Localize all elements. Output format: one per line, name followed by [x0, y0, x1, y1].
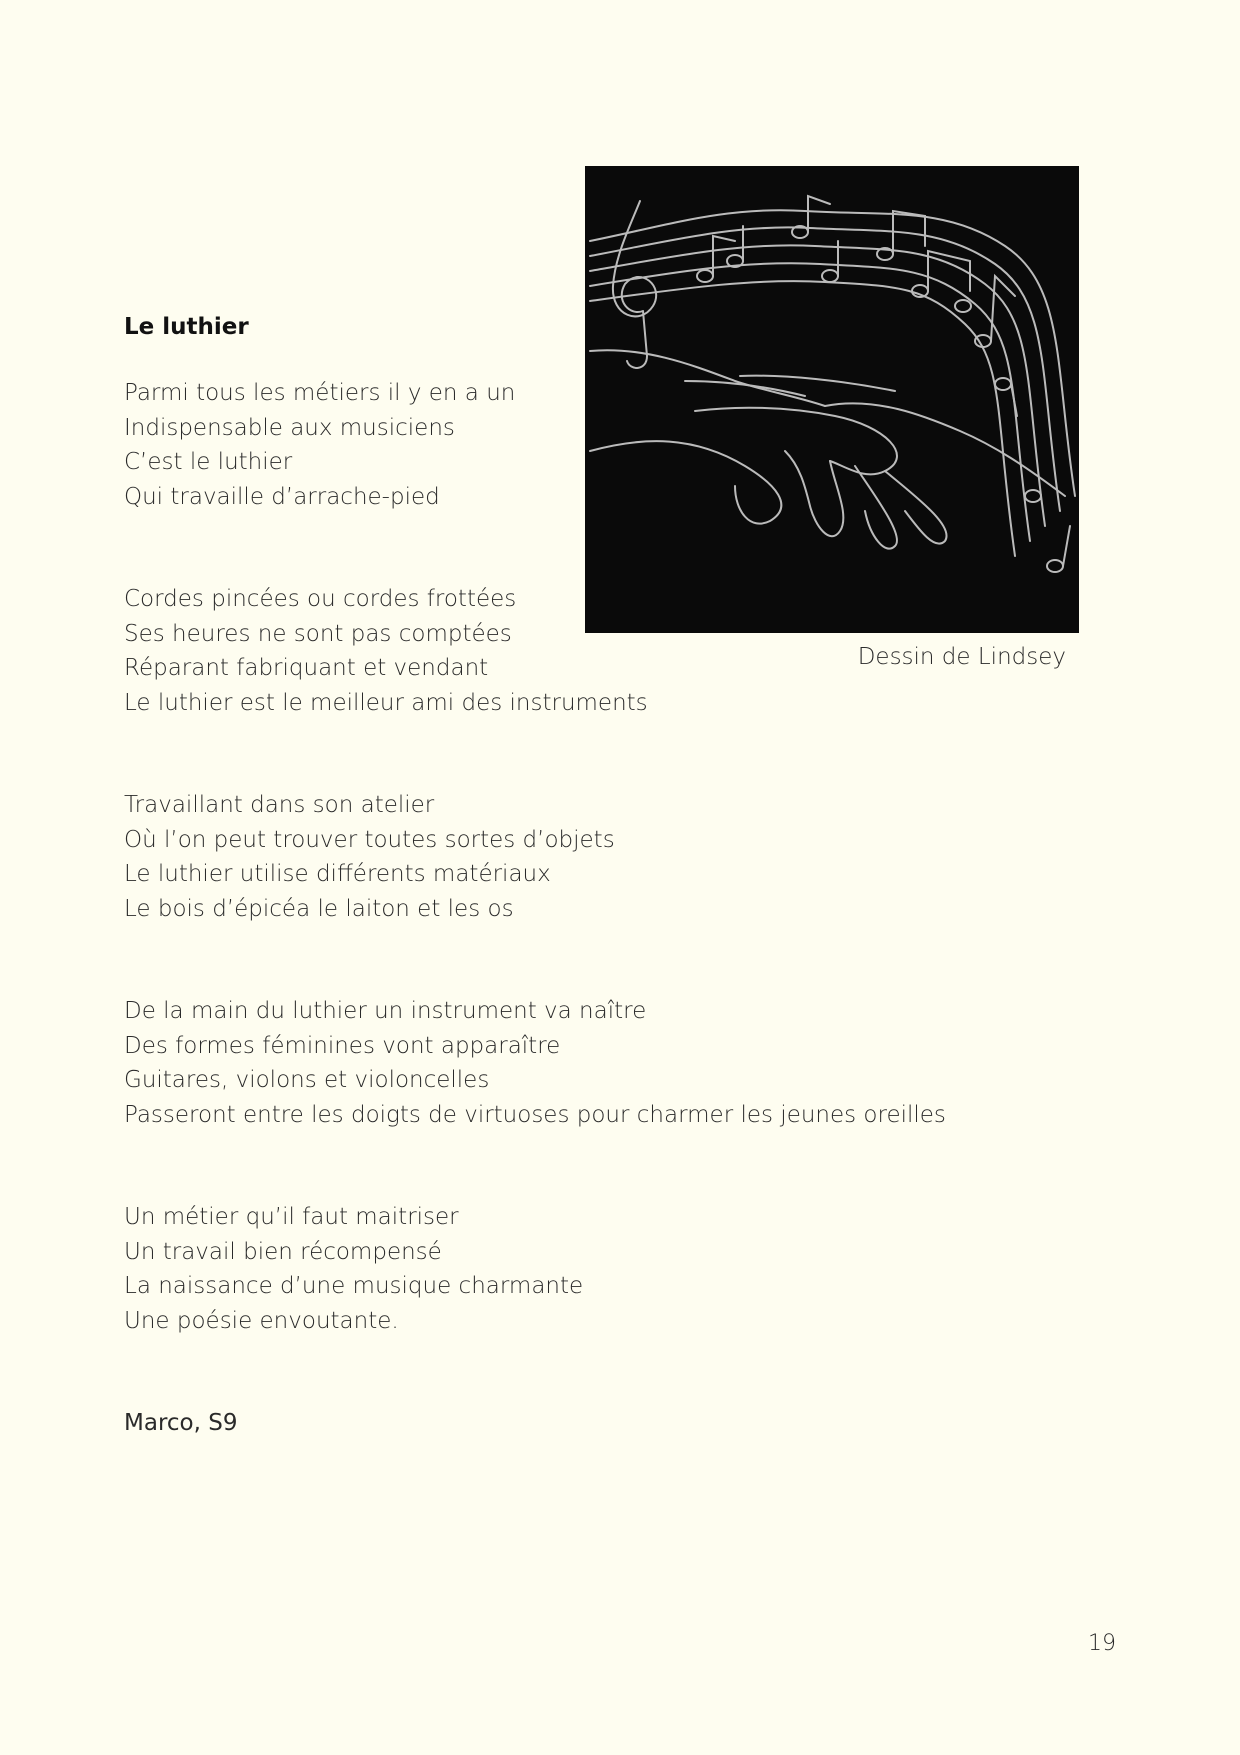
- stanza-5: [124, 1200, 1024, 1338]
- poem-line: De la main du luthier un instrument va naître: [124, 998, 647, 1024]
- poem-line: Qui travaille d’arrache-pied: [124, 483, 440, 510]
- poem-line: Où l’on peut trouver toutes sortes d’objets: [124, 826, 615, 853]
- stanza-1: [124, 376, 1024, 514]
- poem-line: Des formes féminines vont apparaître: [124, 1032, 561, 1059]
- poem-line: Ses heures ne sont pas comptées: [124, 620, 512, 647]
- stanza-4: [124, 994, 1024, 1132]
- poem-author: Marco, S9: [124, 1410, 238, 1436]
- poem-line: Travaillant dans son atelier: [124, 792, 435, 818]
- poem-line: Le luthier utilise différents matériaux: [124, 861, 551, 887]
- poem-line: Parmi tous les métiers il y en a un: [124, 380, 516, 406]
- illustration-caption: Dessin de Lindsey: [857, 644, 1066, 670]
- poem-line: Une poésie envoutante.: [124, 1307, 399, 1334]
- poem-line: Passeront entre les doigts de virtuoses pour charmer les jeunes oreilles: [124, 1101, 946, 1128]
- stanza-2: [124, 582, 1024, 720]
- stanza-3: [124, 788, 1024, 926]
- poem-line: La naissance d’une musique charmante: [124, 1273, 584, 1299]
- poem-line: Guitares, violons et violoncelles: [124, 1067, 490, 1093]
- poem-line: C’est le luthier: [124, 449, 293, 475]
- poem-line: Le luthier est le meilleur ami des instruments: [124, 689, 648, 716]
- poem: [124, 310, 1024, 1441]
- page-number: 19: [1088, 1631, 1116, 1656]
- poem-line: Cordes pincées ou cordes frottées: [124, 586, 517, 612]
- poem-line: Un métier qu’il faut maitriser: [124, 1204, 459, 1230]
- poem-line: Réparant fabriquant et vendant: [124, 655, 489, 681]
- poem-line: Le bois d’épicéa le laiton et les os: [124, 895, 514, 922]
- poem-line: Indispensable aux musiciens: [124, 414, 455, 441]
- poem-title: Le luthier: [124, 314, 249, 340]
- poem-line: Un travail bien récompensé: [124, 1238, 442, 1265]
